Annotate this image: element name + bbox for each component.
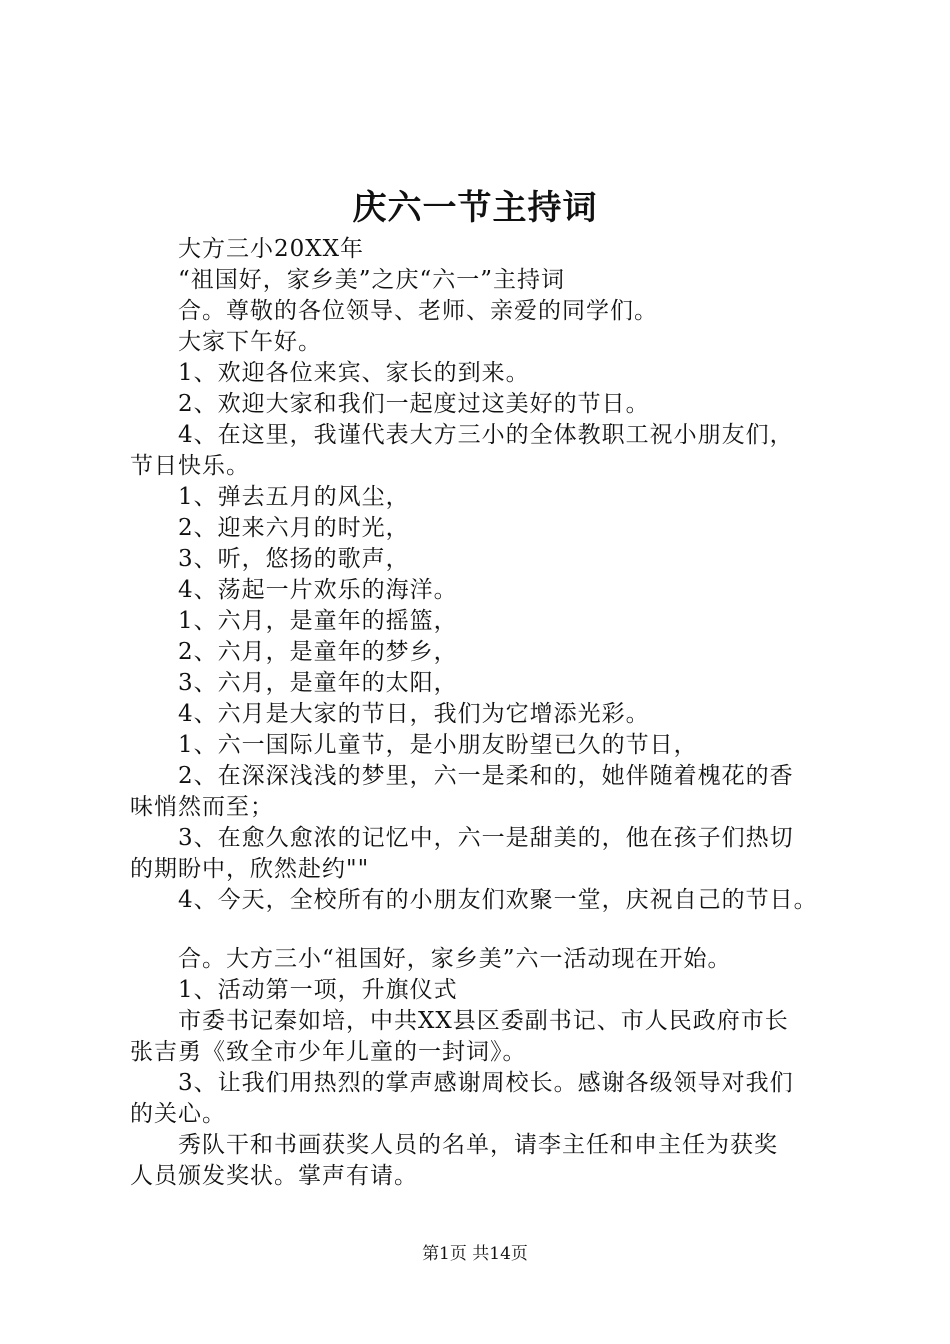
document-title: 庆六一节主持词 — [352, 188, 598, 228]
text-line: 2、在深深浅浅的梦里，六一是柔和的，她伴随着槐花的香 — [178, 763, 794, 789]
text-line: 4、今天，全校所有的小朋友们欢聚一堂，庆祝自己的节日。 — [178, 887, 818, 913]
blank-line — [130, 916, 835, 944]
text-line: 合。大方三小“祖国好，家乡美”六一活动现在开始。 — [178, 946, 732, 972]
text-line: 4、六月是大家的节日，我们为它增添光彩。 — [178, 701, 650, 727]
text-line: 1、活动第一项，升旗仪式 — [178, 977, 458, 1003]
text-line: 合。尊敬的各位领导、老师、亲爱的同学们。 — [178, 298, 658, 324]
text-line: 的关心。 — [130, 1101, 226, 1127]
text-line: “祖国好，家乡美”之庆“六一”主持词 — [178, 267, 566, 293]
text-line: 1、弹去五月的风尘， — [178, 484, 410, 510]
text-line: 市委书记秦如培，中共XX县区委副书记、市人民政府市长 — [178, 1008, 789, 1034]
text-line: 3、六月，是童年的太阳， — [178, 670, 458, 696]
text-line: 大家下午好。 — [178, 329, 322, 355]
text-line: 味悄然而至； — [130, 794, 274, 820]
text-line: 大方三小20XX年 — [178, 236, 365, 262]
text-line: 1、六月，是童年的摇篮， — [178, 608, 458, 634]
text-line: 的期盼中，欣然赴约"" — [130, 856, 370, 882]
text-line: 人员颁发奖状。掌声有请。 — [130, 1163, 418, 1189]
text-line: 秀队干和书画获奖人员的名单，请李主任和申主任为获奖 — [178, 1132, 778, 1158]
text-line: 张吉勇《致全市少年儿童的一封词》。 — [130, 1039, 527, 1065]
text-line: 1、六一国际儿童节，是小朋友盼望已久的节日， — [178, 732, 698, 758]
text-line: 1、欢迎各位来宾、家长的到来。 — [178, 360, 530, 386]
text-line: 节日快乐。 — [130, 453, 250, 479]
text-line: 3、听，悠扬的歌声， — [178, 546, 410, 572]
document-body — [130, 234, 835, 1192]
text-line: 2、六月，是童年的梦乡， — [178, 639, 458, 665]
text-line: 4、在这里，我谨代表大方三小的全体教职工祝小朋友们， — [178, 422, 794, 448]
text-line: 3、让我们用热烈的掌声感谢周校长。感谢各级领导对我们 — [178, 1070, 794, 1096]
page-footer: 第1页 共14页 — [422, 1244, 528, 1264]
text-line: 4、荡起一片欢乐的海洋。 — [178, 577, 458, 603]
text-line: 2、欢迎大家和我们一起度过这美好的节日。 — [178, 391, 650, 417]
text-line: 2、迎来六月的时光， — [178, 515, 410, 541]
text-line: 3、在愈久愈浓的记忆中，六一是甜美的，他在孩子们热切 — [178, 825, 794, 851]
